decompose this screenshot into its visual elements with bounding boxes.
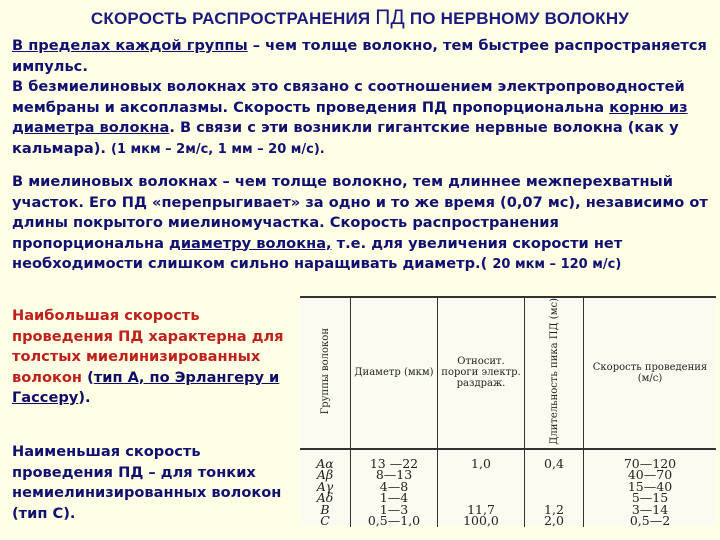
paragraph-unmyelinated (12, 36, 712, 160)
paragraph-slowest (12, 442, 302, 524)
thicker-faster-text: – чем толще волокно, тем быстрее распространяется импульс. (12, 37, 707, 75)
cell-groups: Aα Aβ Aγ Aδ B C (316, 455, 334, 529)
within-group-phrase: В пределах каждой группы (12, 37, 248, 54)
title-part-3: ПО НЕРВНОМУ ВОЛОКНУ (404, 9, 630, 28)
slowest-type: (тип С). (12, 504, 76, 522)
header-diameter: Диаметр (мкм) (351, 297, 438, 449)
cell-durations: 0,4 1,2 2,0 (525, 449, 584, 527)
title-part-2: ПД (375, 6, 405, 29)
paragraph-myelinated (12, 172, 712, 276)
cell-diameters: 13 —22 8—13 4—8 1—4 1—3 0,5—1,0 (351, 449, 438, 527)
fiber-table (300, 296, 716, 527)
fastest-type-link: тип А, по Эрлангеру и Гассеру (12, 368, 280, 406)
sqrt-diameter-link: корню из диаметра волокна (12, 98, 688, 136)
header-speed: Скорость проведения (м/с) (584, 297, 717, 449)
unmyelinated-text: В безмиелиновых волокнах это связано с соотношением электропроводностей мембраны и аксоплазмы. Скорость проведения ПД пропорциональна (12, 78, 685, 116)
header-group: Группы волокон (300, 297, 351, 449)
cell-speeds: 70—120 40—70 15—40 5—15 3—14 0,5—2 (584, 449, 717, 527)
table-header-row (300, 297, 716, 449)
diameter-link: диаметру волокна, (169, 234, 332, 252)
myelinated-text-2: т.е. для увеличения скорости нет необходимости слишком сильно наращивать диаметр.( (12, 234, 623, 272)
fastest-highlight: Наибольшая скорость проведения ПД характерна для толстых миелинизированных волокон (12, 307, 284, 386)
header-duration: Длительность пика ПД (мс) (525, 297, 584, 449)
page-title (0, 6, 720, 30)
fastest-paren-close: ). (78, 389, 91, 406)
unmyelinated-example: (1 мкм – 2м/с, 1 мм – 20 м/с). (111, 141, 325, 157)
cell-thresholds: 1,0 11,7 100,0 (438, 449, 525, 527)
myelinated-example: 20 мкм – 120 м/с) (492, 257, 622, 272)
title-part-1: СКОРОСТЬ РАСПРОСТРАНЕНИЯ (90, 9, 376, 28)
paragraph-fastest (12, 306, 302, 409)
fiber-table-image (300, 296, 716, 529)
slowest-text: Наименьшая скорость проведения ПД – для тонких немиелинизированных волокон (12, 443, 282, 501)
fastest-paren-open: ( (82, 368, 94, 386)
myelinated-text: В миелиновых волокнах – чем толще волокно, тем длиннее межперехватный участок. Его ПД «перепрыгивает» за одно и то же время (0,07 мс), независимо от длины покрытого миелиномучастка. Скорость распространения пропорциональна (12, 173, 708, 252)
table-row (300, 449, 716, 527)
giant-fibers-text: . В связи с эти возникли гигантские нервные волокна (как у кальмара). (12, 119, 679, 157)
header-threshold: Относит. пороги электр. раздраж. (438, 297, 525, 449)
